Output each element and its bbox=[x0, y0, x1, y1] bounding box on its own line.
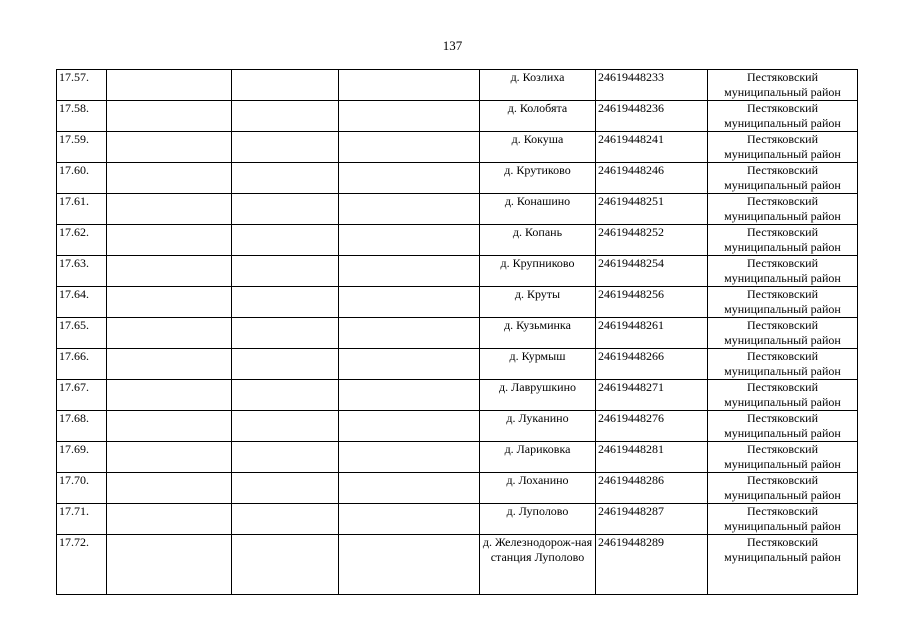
empty-cell bbox=[107, 442, 232, 473]
row-number-cell: 17.66. bbox=[57, 349, 107, 380]
table-row bbox=[57, 132, 858, 163]
row-number-cell: 17.65. bbox=[57, 318, 107, 349]
empty-cell bbox=[339, 318, 480, 349]
row-number-cell: 17.71. bbox=[57, 504, 107, 535]
oktmo-code-cell: 24619448251 bbox=[596, 194, 708, 225]
empty-cell bbox=[339, 101, 480, 132]
row-number-cell: 17.62. bbox=[57, 225, 107, 256]
table-row bbox=[57, 318, 858, 349]
empty-cell bbox=[339, 194, 480, 225]
table-row bbox=[57, 411, 858, 442]
table-row bbox=[57, 101, 858, 132]
empty-cell bbox=[232, 132, 339, 163]
district-cell: Пестяковский муниципальный район bbox=[708, 256, 858, 287]
empty-cell bbox=[339, 225, 480, 256]
empty-cell bbox=[339, 349, 480, 380]
empty-cell bbox=[107, 132, 232, 163]
district-cell: Пестяковский муниципальный район bbox=[708, 70, 858, 101]
table-row bbox=[57, 163, 858, 194]
oktmo-code-cell: 24619448266 bbox=[596, 349, 708, 380]
settlements-table bbox=[56, 69, 858, 595]
district-cell: Пестяковский муниципальный район bbox=[708, 318, 858, 349]
row-number-cell: 17.64. bbox=[57, 287, 107, 318]
oktmo-code-cell: 24619448289 bbox=[596, 535, 708, 595]
settlement-name-cell: д. Луполово bbox=[480, 504, 596, 535]
empty-cell bbox=[232, 442, 339, 473]
oktmo-code-cell: 24619448287 bbox=[596, 504, 708, 535]
empty-cell bbox=[107, 318, 232, 349]
row-number-cell: 17.68. bbox=[57, 411, 107, 442]
oktmo-code-cell: 24619448256 bbox=[596, 287, 708, 318]
page-number: 137 bbox=[442, 38, 463, 53]
empty-cell bbox=[232, 256, 339, 287]
settlement-name-cell: д. Лариковка bbox=[480, 442, 596, 473]
empty-cell bbox=[232, 101, 339, 132]
empty-cell bbox=[232, 504, 339, 535]
empty-cell bbox=[232, 535, 339, 595]
settlement-name-cell: д. Конашино bbox=[480, 194, 596, 225]
empty-cell bbox=[107, 163, 232, 194]
empty-cell bbox=[232, 411, 339, 442]
row-number-cell: 17.67. bbox=[57, 380, 107, 411]
empty-cell bbox=[339, 287, 480, 318]
settlement-name-cell: д. Копань bbox=[480, 225, 596, 256]
oktmo-code-cell: 24619448271 bbox=[596, 380, 708, 411]
empty-cell bbox=[107, 380, 232, 411]
district-cell: Пестяковский муниципальный район bbox=[708, 411, 858, 442]
row-number-cell: 17.61. bbox=[57, 194, 107, 225]
empty-cell bbox=[232, 473, 339, 504]
oktmo-code-cell: 24619448233 bbox=[596, 70, 708, 101]
district-cell: Пестяковский муниципальный район bbox=[708, 535, 858, 595]
empty-cell bbox=[339, 70, 480, 101]
row-number-cell: 17.70. bbox=[57, 473, 107, 504]
empty-cell bbox=[107, 473, 232, 504]
row-number-cell: 17.69. bbox=[57, 442, 107, 473]
row-number-cell: 17.72. bbox=[57, 535, 107, 595]
empty-cell bbox=[339, 535, 480, 595]
empty-cell bbox=[232, 194, 339, 225]
row-number-cell: 17.57. bbox=[57, 70, 107, 101]
empty-cell bbox=[107, 194, 232, 225]
empty-cell bbox=[107, 349, 232, 380]
table-row bbox=[57, 70, 858, 101]
table-row bbox=[57, 473, 858, 504]
district-cell: Пестяковский муниципальный район bbox=[708, 473, 858, 504]
table-row bbox=[57, 380, 858, 411]
oktmo-code-cell: 24619448276 bbox=[596, 411, 708, 442]
table-row bbox=[57, 442, 858, 473]
empty-cell bbox=[232, 380, 339, 411]
settlement-name-cell: д. Курмыш bbox=[480, 349, 596, 380]
district-cell: Пестяковский муниципальный район bbox=[708, 163, 858, 194]
empty-cell bbox=[339, 473, 480, 504]
oktmo-code-cell: 24619448252 bbox=[596, 225, 708, 256]
settlement-name-cell: д. Крупниково bbox=[480, 256, 596, 287]
oktmo-code-cell: 24619448246 bbox=[596, 163, 708, 194]
empty-cell bbox=[107, 70, 232, 101]
settlement-name-cell: д. Колобята bbox=[480, 101, 596, 132]
empty-cell bbox=[232, 225, 339, 256]
settlement-name-cell: д. Крутиково bbox=[480, 163, 596, 194]
district-cell: Пестяковский муниципальный район bbox=[708, 132, 858, 163]
empty-cell bbox=[107, 535, 232, 595]
empty-cell bbox=[107, 256, 232, 287]
empty-cell bbox=[232, 287, 339, 318]
row-number-cell: 17.59. bbox=[57, 132, 107, 163]
empty-cell bbox=[339, 132, 480, 163]
empty-cell bbox=[107, 411, 232, 442]
row-number-cell: 17.58. bbox=[57, 101, 107, 132]
settlement-name-cell: д. Железнодорож-ная станция Луполово bbox=[480, 535, 596, 595]
district-cell: Пестяковский муниципальный район bbox=[708, 380, 858, 411]
empty-cell bbox=[339, 411, 480, 442]
district-cell: Пестяковский муниципальный район bbox=[708, 225, 858, 256]
empty-cell bbox=[232, 349, 339, 380]
empty-cell bbox=[232, 163, 339, 194]
table-row bbox=[57, 225, 858, 256]
settlement-name-cell: д. Круты bbox=[480, 287, 596, 318]
empty-cell bbox=[107, 504, 232, 535]
settlement-name-cell: д. Луканино bbox=[480, 411, 596, 442]
empty-cell bbox=[339, 256, 480, 287]
empty-cell bbox=[339, 442, 480, 473]
oktmo-code-cell: 24619448286 bbox=[596, 473, 708, 504]
district-cell: Пестяковский муниципальный район bbox=[708, 101, 858, 132]
empty-cell bbox=[339, 380, 480, 411]
oktmo-code-cell: 24619448281 bbox=[596, 442, 708, 473]
settlement-name-cell: д. Лаврушкино bbox=[480, 380, 596, 411]
oktmo-code-cell: 24619448261 bbox=[596, 318, 708, 349]
district-cell: Пестяковский муниципальный район bbox=[708, 442, 858, 473]
oktmo-code-cell: 24619448236 bbox=[596, 101, 708, 132]
row-number-cell: 17.63. bbox=[57, 256, 107, 287]
district-cell: Пестяковский муниципальный район bbox=[708, 194, 858, 225]
settlement-name-cell: д. Козлиха bbox=[480, 70, 596, 101]
empty-cell bbox=[232, 70, 339, 101]
table-row bbox=[57, 287, 858, 318]
oktmo-code-cell: 24619448241 bbox=[596, 132, 708, 163]
settlement-name-cell: д. Кузьминка bbox=[480, 318, 596, 349]
settlement-name-cell: д. Лоханино bbox=[480, 473, 596, 504]
empty-cell bbox=[107, 225, 232, 256]
empty-cell bbox=[232, 318, 339, 349]
table-row bbox=[57, 504, 858, 535]
empty-cell bbox=[107, 101, 232, 132]
table-row bbox=[57, 349, 858, 380]
district-cell: Пестяковский муниципальный район bbox=[708, 349, 858, 380]
district-cell: Пестяковский муниципальный район bbox=[708, 287, 858, 318]
table-row bbox=[57, 535, 858, 595]
empty-cell bbox=[339, 504, 480, 535]
empty-cell bbox=[107, 287, 232, 318]
row-number-cell: 17.60. bbox=[57, 163, 107, 194]
oktmo-code-cell: 24619448254 bbox=[596, 256, 708, 287]
table-row bbox=[57, 256, 858, 287]
empty-cell bbox=[339, 163, 480, 194]
district-cell: Пестяковский муниципальный район bbox=[708, 504, 858, 535]
table-row bbox=[57, 194, 858, 225]
settlement-name-cell: д. Кокуша bbox=[480, 132, 596, 163]
